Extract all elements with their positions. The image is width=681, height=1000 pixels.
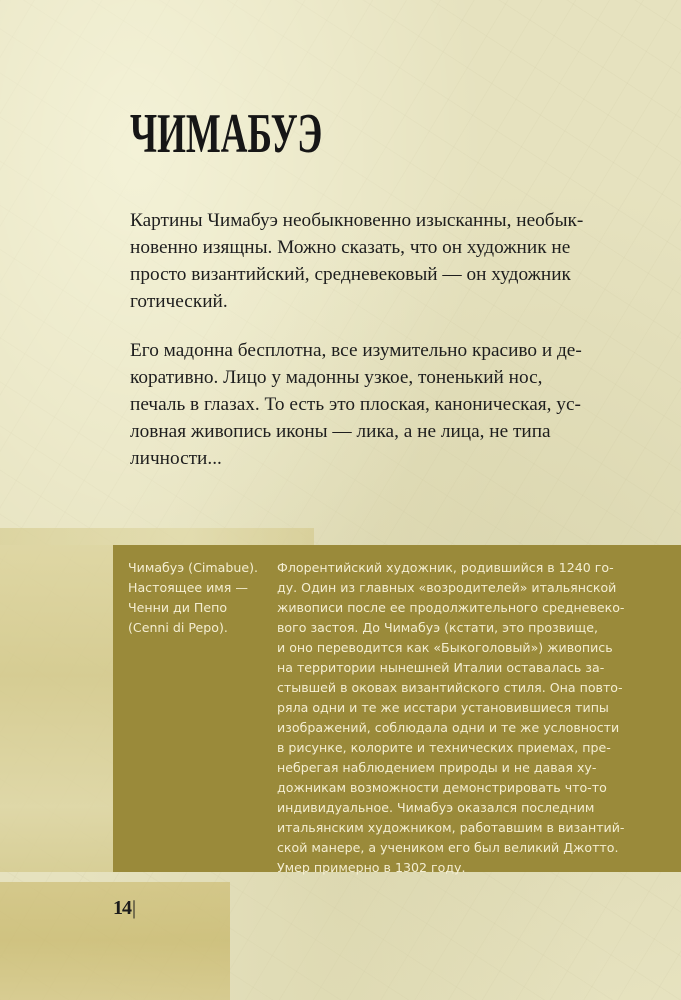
page-number-value: 14 bbox=[113, 897, 131, 919]
bio-line: итальянским художником, работавшим в византий- bbox=[277, 820, 625, 835]
paragraph-2 bbox=[130, 337, 610, 472]
name-line: Ченни ди Пепо bbox=[128, 600, 228, 615]
paragraph-1 bbox=[130, 207, 610, 315]
page-number-separator: | bbox=[132, 897, 136, 919]
artist-name-note bbox=[128, 558, 268, 638]
bio-line: ду. Один из главных «возродителей» итальянской bbox=[277, 580, 617, 595]
bio-line: индивидуальное. Чимабуэ оказался последним bbox=[277, 800, 595, 815]
bio-line: и оно переводится как «Быкоголовый») живопись bbox=[277, 640, 613, 655]
bio-line: живописи после ее продолжительного средневеко- bbox=[277, 600, 625, 615]
biography-sidebar bbox=[113, 545, 681, 875]
bio-line: Флорентийский художник, родившийся в 1240 го- bbox=[277, 560, 614, 575]
bio-line: в рисунке, колорите и технических приемах, пре- bbox=[277, 740, 611, 755]
bio-line: стывшей в оковах византийского стиля. Она повто- bbox=[277, 680, 623, 695]
paragraph-line: готический. bbox=[130, 291, 228, 312]
bio-line: вого застоя. До Чимабуэ (кстати, это прозвище, bbox=[277, 620, 598, 635]
paragraph-line: коративно. Лицо у мадонны узкое, тоненький нос, bbox=[130, 367, 543, 388]
bio-line: ской манере, а учеником его был великий Джотто. bbox=[277, 840, 619, 855]
paragraph-line: Картины Чимабуэ необыкновенно изысканны, необык- bbox=[130, 210, 584, 231]
name-line: Настоящее имя — bbox=[128, 580, 248, 595]
background-texture-strip bbox=[0, 545, 113, 872]
paragraph-line: новенно изящны. Можно сказать, что он художник не bbox=[130, 237, 571, 258]
paragraph-line: личности... bbox=[130, 448, 222, 469]
bio-line: Умер примерно в 1302 году. bbox=[277, 860, 466, 875]
background-texture-band bbox=[0, 528, 314, 545]
bio-line: ряла одни и те же исстари установившиеся типы bbox=[277, 700, 609, 715]
paragraph-line: просто византийский, средневековый — он художник bbox=[130, 264, 571, 285]
bio-line: изображений, соблюдала одни и те же условности bbox=[277, 720, 620, 735]
bio-line: на территории нынешней Италии оставалась за- bbox=[277, 660, 605, 675]
paragraph-line: печаль в глазах. То есть это плоская, каноническая, ус- bbox=[130, 394, 581, 415]
page-title: ЧИМАБУЭ bbox=[130, 103, 323, 165]
page-number bbox=[113, 897, 135, 920]
paragraph-line: Его мадонна бесплотна, все изумительно красиво и де- bbox=[130, 340, 582, 361]
name-line: (Cenni di Pepo). bbox=[128, 620, 228, 635]
bio-line: небрегая наблюдением природы и не давая ху- bbox=[277, 760, 597, 775]
bio-line: дожникам возможности демонстрировать что-то bbox=[277, 780, 607, 795]
paragraph-line: ловная живопись иконы — лика, а не лица, не типа bbox=[130, 421, 551, 442]
name-line: Чимабуэ (Cimabue). bbox=[128, 560, 259, 575]
biography-text bbox=[277, 558, 667, 878]
